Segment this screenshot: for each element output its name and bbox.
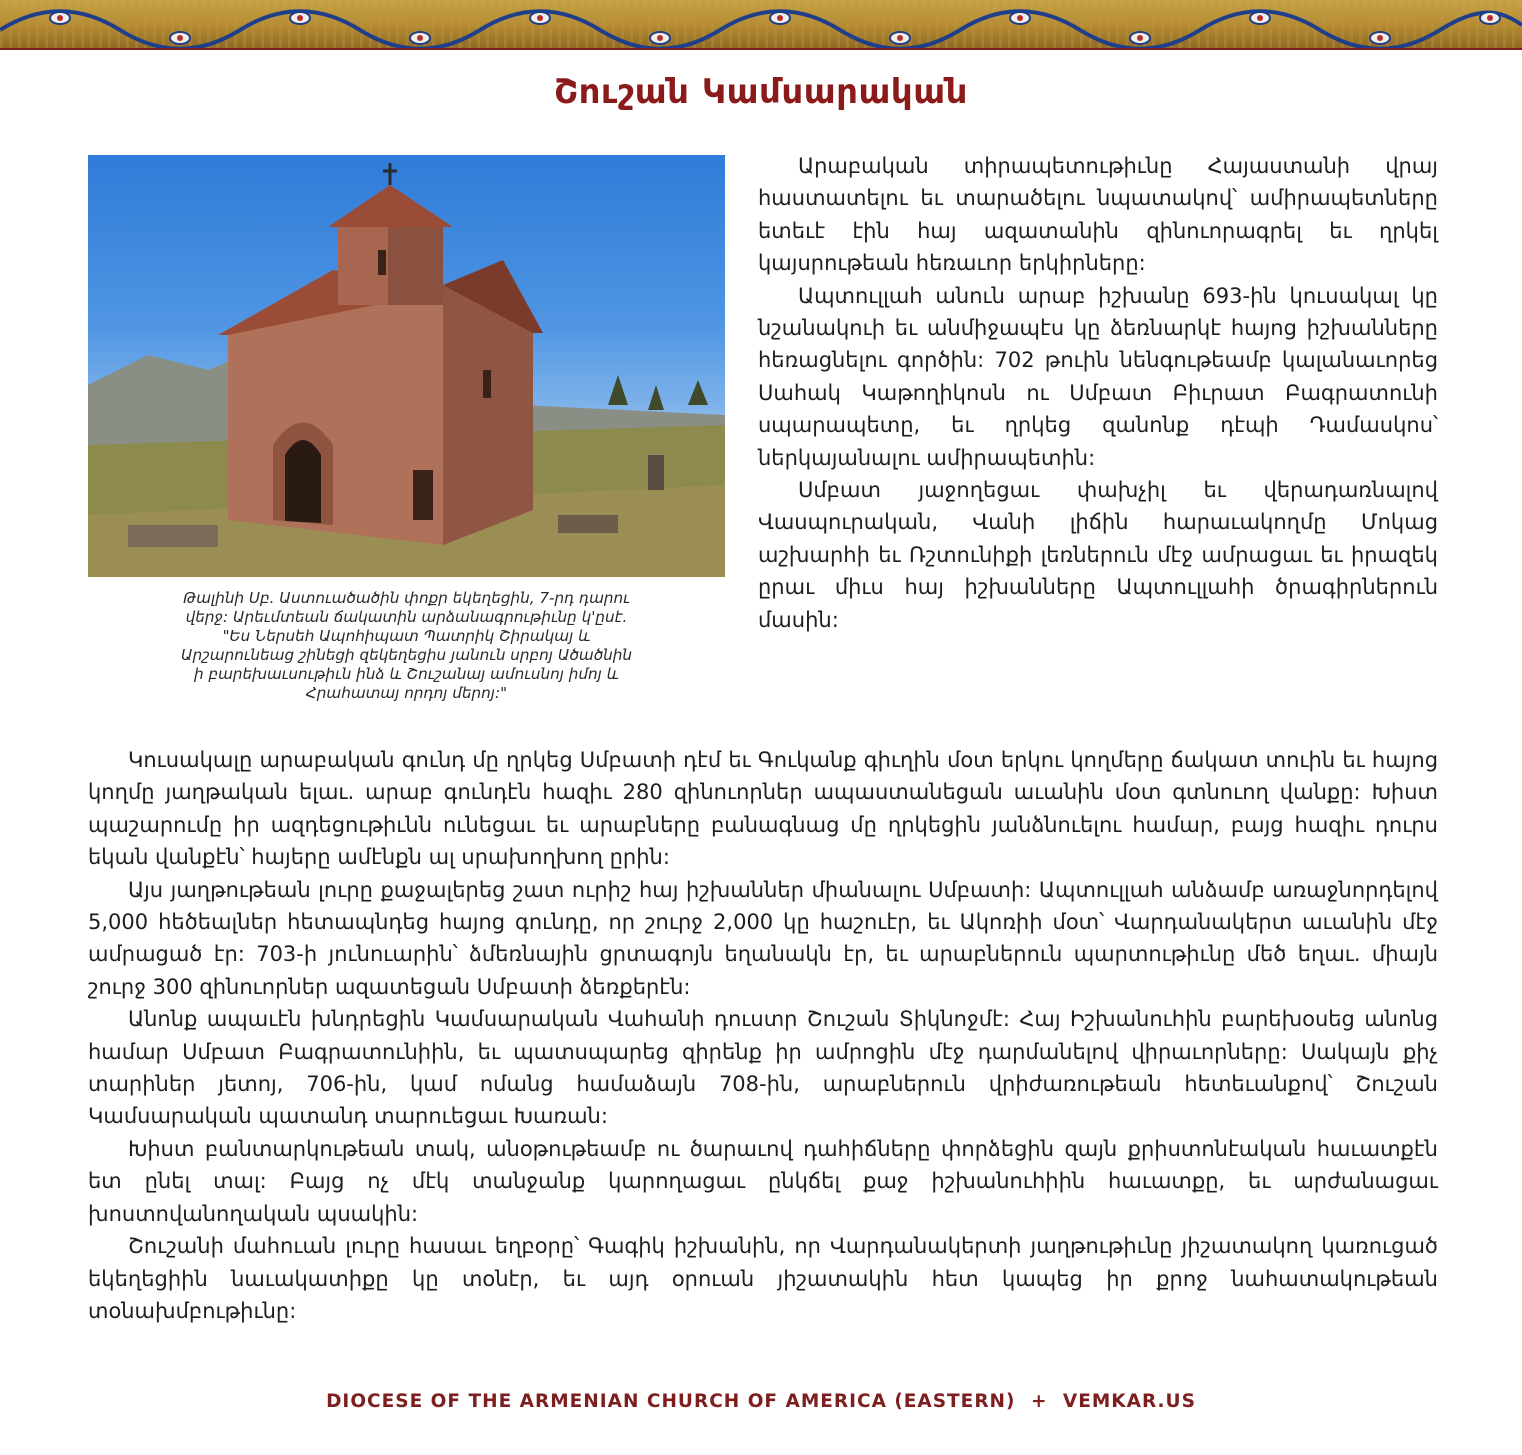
caption-line: վերջ: Արեւմտեան ճակատին արձանագրութիւնը կ'ըսէ. (185, 608, 628, 626)
page-title: Շուշան Կամսարական (554, 72, 968, 112)
photo-caption (88, 589, 725, 703)
footer-separator: + (1030, 1391, 1048, 1412)
ornament-pattern-icon (0, 0, 1522, 50)
caption-line: "Ես Ներսեհ Ապոհիպատ Պատրիկ Շիրակայ և (222, 627, 591, 645)
ornamental-border (0, 0, 1522, 50)
footer-diocese: DIOCESE OF THE ARMENIAN CHURCH OF AMERICA (EASTERN) (326, 1391, 1016, 1412)
footer-website: VEMKAR.US (1062, 1391, 1196, 1412)
figure (88, 155, 725, 703)
paragraph: Արաբական տիրապետութիւնը Հայաստանի վրայ հաստատելու եւ տարածելու նպատակով՝ ամիրապետները ետեւէ էին հայ ազատանին զինուորագրել եւ ղրկել կայսրութեան հեռաւոր երկիրները: (758, 154, 1438, 276)
caption-line: ի բարեխաւսութիւն ինձ և Շուշանայ ամուսնոյ իմոյ և (194, 665, 619, 683)
paragraph: Խիստ բանտարկութեան տակ, անօթութեամբ ու ծարաւով դահիճները փորձեցին զայն քրիստոնէական հաւատքէն ետ ընել տալ: Բայց ոչ մէկ տանջանք կարողացաւ ընկճել քաջ իշխանուհիին հաւատքը, եւ արժանացաւ խոստովանողական պսակին: (88, 1136, 1438, 1226)
footer (0, 1391, 1522, 1412)
caption-line: Հրահատայ որդոյ մերոյ:" (305, 684, 508, 702)
paragraph: Շուշանի մահուան լուրը հասաւ եղբօրը՝ Գագիկ իշխանին, որ Վարդանակերտի յաղթութիւնը յիշատակող կառուցած եկեղեցիին նաւակատիքը կը տօնէր, եւ այդ օրուան յիշատակին հետ կապեց իր քրոջ նահատակութեան տօնախմբութիւնը: (88, 1234, 1438, 1323)
full-width-text (88, 744, 1438, 1327)
paragraph: Կուսակալը արաբական գունդ մը ղրկեց Սմբատի դէմ եւ Գուկանք գիւղին մօտ երկու կողմերը ճակատ տուին եւ հայոց կողմը յաղթական ելաւ. արաբ գունդէն հազիւ 280 զինուորներ ապաստանեցան աւանին մօտ գտնուող վանքը: Խիստ պաշարումը իր ազդեցութիւնն ունեցաւ եւ արաբները բանագնաց մը ղրկեցին յանձնուելու համար, բայց հազիւ դուրս եկան վանքէն՝ հայերը ամէնքն ալ սրախողխող ըրին: (88, 748, 1438, 870)
paragraph: Այս յաղթութեան լուրը քաջալերեց շատ ուրիշ հայ իշխաններ միանալու Սմբատի: Ապտուլլահ անձամբ առաջնորդելով 5,000 հեծեալներ հետապնդեց հայոց գունդը, որ շուրջ 2,000 կը հաշուէր, եւ Ակոռիի մօտ՝ Վարդանակերտ աւանին մէջ ամրացած էր: 703-ի յունուարին՝ ձմեռնային ցրտագոյն եղանակն էր, եւ արաբներուն պարտութիւնը մեծ եղաւ. միայն շուրջ 300 զինուորներ ազատեցան Սմբատի ձեռքերէն: (88, 877, 1438, 999)
caption-line: Արշարունեաց շինեցի զեկեղեցիս յանուն սրբոյ Ածածնին (180, 646, 633, 664)
paragraph: Անոնք ապաւէն խնդրեցին Կամսարական Վահանի դուստր Շուշան Տիկնոջմէ: Հայ Իշխանուհին բարեխօսեց անոնց համար Սմբատ Բագրատունիին, եւ պատսպարեց զիրենք իր ամրոցին մէջ դարմանելով վիրաւորները: Սակայն քիչ տարիներ յետոյ, 706-ին, կամ ոմանց համաձայն 708-ին, արաբներուն վրիժառութեան հետեւանքով՝ Շուշան Կամսարական պատանդ տարուեցաւ Խառան: (88, 1007, 1438, 1129)
right-column-text (758, 150, 1438, 636)
caption-line: Թալինի Սբ. Աստուածածին փոքր եկեղեցին, 7-րդ դարու (183, 589, 630, 607)
paragraph: Սմբատ յաջողեցաւ փախչիլ եւ վերադառնալով Վասպուրական, Վանի լիճին հարաւակողմը Մոկաց աշխարհի եւ Ռշտունիքի լեռներուն մէջ ամրացաւ եւ իրազեկ ըրաւ միւս հայ իշխանները Ապտուլլահի ծրագիրներուն մասին: (758, 478, 1438, 632)
paragraph: Ապտուլլահ անուն արաբ իշխանը 693-ին կուսակալ կը նշանակուի եւ անմիջապէս կը ձեռնարկէ հայոց իշխանները հեռացնելու գործին: 702 թուին նենգութեամբ կալանաւորեց Սահակ Կաթողիկոսն ու Սմբատ Բիւրատ Բագրատունի սպարապետը, եւ ղրկեց զանոնք դէպի Դամասկոս՝ ներկայանալու ամիրապետին: (758, 283, 1438, 470)
church-illustration-icon (88, 155, 725, 577)
church-photo (88, 155, 725, 577)
